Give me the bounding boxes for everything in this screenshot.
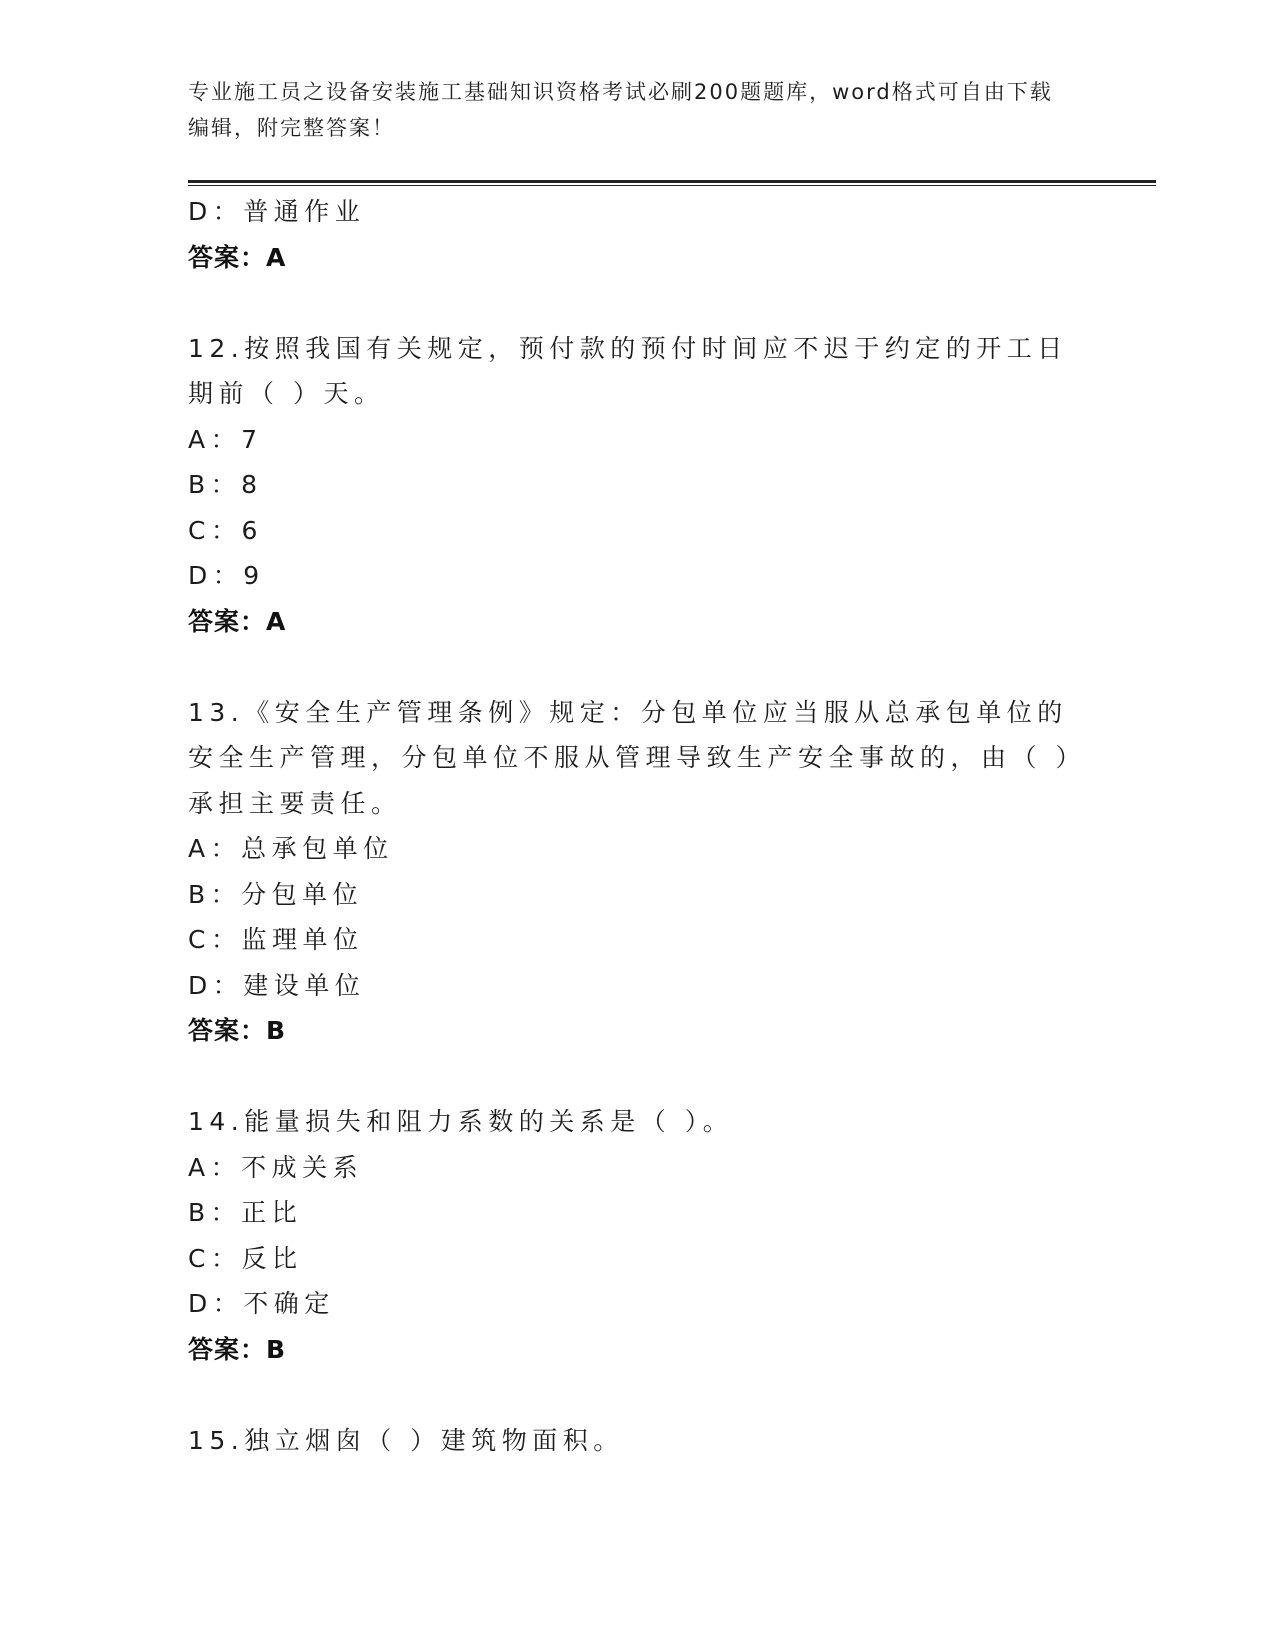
answer-line: 答案：A <box>188 242 287 272</box>
option-b: B：分包单位 <box>188 879 364 909</box>
question-stem: 13.《安全生产管理条例》规定：分包单位应当服从总承包单位的安全生产管理，分包单位不服从管理导致生产安全事故的，由（ ）承担主要责任。 <box>188 697 1074 818</box>
spacer <box>188 1054 1088 1100</box>
option-d: D：建设单位 <box>188 970 366 1000</box>
option-d: D：9 <box>188 561 265 590</box>
spacer <box>188 1372 1088 1418</box>
option-b: B：8 <box>188 470 263 499</box>
option-c: C：6 <box>188 515 263 545</box>
document-header: 专业施工员之设备安装施工基础知识资格考试必刷200题题库，word格式可自由下载编辑，附完整答案！ <box>188 80 1053 140</box>
question-stem: 12.按照我国有关规定，预付款的预付时间应不迟于约定的开工日期前（ ）天。 <box>188 333 1068 408</box>
option-a: A：不成关系 <box>188 1152 364 1182</box>
header-divider-thin <box>188 185 1156 186</box>
header-divider-thick <box>188 180 1156 183</box>
option-d: D：普通作业 <box>188 197 366 226</box>
question-list <box>188 189 1088 1463</box>
option-b: B：正比 <box>188 1198 303 1227</box>
option-c: C：监理单位 <box>188 925 364 954</box>
answer-line: 答案：B <box>188 1016 287 1045</box>
answer-line: 答案：B <box>188 1334 287 1364</box>
option-a: A：总承包单位 <box>188 834 394 863</box>
question-stem: 15.独立烟囱（ ）建筑物面积。 <box>188 1425 624 1455</box>
option-c: C：反比 <box>188 1243 303 1273</box>
spacer <box>188 644 1088 690</box>
answer-line: 答案：A <box>188 606 287 636</box>
spacer <box>188 280 1088 326</box>
option-a: A：7 <box>188 424 263 454</box>
question-stem: 14.能量损失和阻力系数的关系是（ ）。 <box>188 1107 734 1136</box>
option-d: D：不确定 <box>188 1289 335 1318</box>
